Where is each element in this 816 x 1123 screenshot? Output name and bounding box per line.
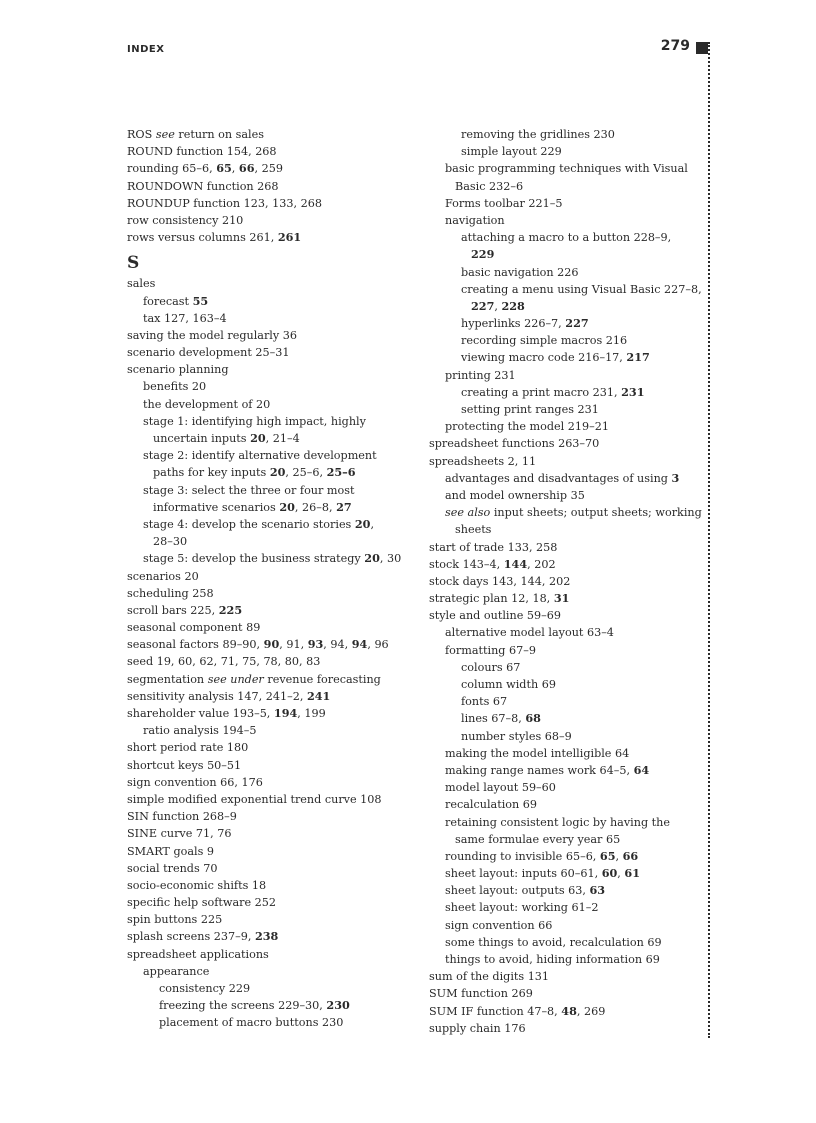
index-entry: freezing the screens 229–30, 230 [159,998,350,1013]
index-entry: formatting 67–9 [445,643,536,657]
index-entry: SIN function 268–9 [127,810,237,824]
section-letter-heading: S [127,253,140,274]
index-entry: 28–30 [153,535,188,549]
index-entry: rounding 65–6, 65, 66, 259 [127,161,283,176]
index-entry: number styles 68–9 [461,729,572,743]
index-entry: ROUNDOWN function 268 [127,179,279,193]
index-entry: scheduling 258 [127,586,214,600]
index-entry: making range names work 64–5, 64 [445,762,650,777]
index-entry: segmentation see under revenue forecasting [127,672,381,686]
index-entry: sign convention 66, 176 [127,775,263,789]
index-entry: stage 5: develop the business strategy 20, 30 [143,551,402,566]
index-entry: start of trade 133, 258 [429,540,558,554]
index-entry: setting print ranges 231 [461,403,599,416]
index-entry: attaching a macro to a button 228–9, [461,231,672,245]
index-entry: shortcut keys 50–51 [127,758,242,772]
index-entry: tax 127, 163–4 [143,311,227,325]
index-entry: recalculation 69 [445,798,538,812]
index-entry: social trends 70 [127,861,218,875]
index-entry: spreadsheet applications [127,947,269,961]
index-entry: see also input sheets; output sheets; working [445,506,702,520]
index-entry: benefits 20 [143,380,207,394]
index-entry: saving the model regularly 36 [127,328,297,342]
index-entry: sum of the digits 131 [429,970,550,984]
index-column-right [429,126,702,1037]
thumb-index-marker [696,42,708,54]
index-entry: stage 3: select the three or four most [143,483,355,497]
index-entry: sheet layout: inputs 60–61, 60, 61 [445,866,640,881]
index-entry: model layout 59–60 [445,781,556,795]
index-entry: Forms toolbar 221–5 [445,196,563,210]
index-entry: alternative model layout 63–4 [445,626,614,640]
index-entry: appearance [143,964,210,978]
index-entry: printing 231 [445,368,516,382]
index-entry: strategic plan 12, 18, 31 [429,591,570,606]
index-entry: SUM IF function 47–8, 48, 269 [429,1003,606,1018]
index-entry: stage 4: develop the scenario stories 20, [143,516,374,531]
index-entry: advantages and disadvantages of using 3 [445,470,680,485]
index-entry: viewing macro code 216–17, 217 [461,350,650,365]
index-entry: SINE curve 71, 76 [127,827,232,841]
index-entry: seasonal factors 89–90, 90, 91, 93, 94, 94, 96 [127,637,389,652]
index-entry: rows versus columns 261, 261 [127,230,302,245]
index-entry: hyperlinks 226–7, 227 [461,316,589,331]
index-entry: stage 2: identify alternative development [143,449,377,463]
index-entry: some things to avoid, recalculation 69 [445,935,662,949]
index-entry: the development of 20 [143,397,271,411]
index-entry: creating a menu using Visual Basic 227–8, [461,282,702,296]
index-column-left [127,126,402,1032]
index-entry: SUM function 269 [429,987,533,1001]
index-entry: removing the gridlines 230 [461,128,615,141]
index-entry: ROUNDUP function 123, 133, 268 [127,196,322,210]
index-entry: recording simple macros 216 [461,334,628,348]
index-entry: spin buttons 225 [127,913,223,927]
index-entry: making the model intelligible 64 [445,746,630,760]
index-entry: style and outline 59–69 [429,609,561,623]
index-entry: retaining consistent logic by having the [445,815,670,829]
index-entry: stage 1: identifying high impact, highly [143,414,366,428]
index-entry: navigation [445,213,505,227]
index-entry: sales [127,277,156,291]
index-entry: basic navigation 226 [461,265,579,279]
index-entry: seed 19, 60, 62, 71, 75, 78, 80, 83 [127,655,321,669]
index-entry: column width 69 [461,678,556,691]
index-entry: stock 143–4, 144, 202 [429,556,556,571]
index-entry: 229 [471,247,495,262]
index-entry: spreadsheets 2, 11 [429,454,537,468]
index-entry: simple layout 229 [461,145,562,159]
index-entry: supply chain 176 [429,1021,526,1035]
index-entry: forecast 55 [143,293,209,308]
index-entry: short period rate 180 [127,741,249,755]
index-entry: seasonal component 89 [127,621,261,635]
index-entry: SMART goals 9 [127,844,215,858]
index-entry: scroll bars 225, 225 [127,602,243,617]
running-head: INDEX [127,44,165,55]
index-entry: shareholder value 193–5, 194, 199 [127,706,326,720]
index-entry: Basic 232–6 [455,179,524,193]
index-entry: socio-economic shifts 18 [127,878,267,892]
index-entry: sign convention 66 [445,918,553,932]
index-entry: sensitivity analysis 147, 241–2, 241 [127,688,331,703]
index-entry: sheets [455,523,492,537]
page-number: 279 [660,38,690,54]
index-entry: ratio analysis 194–5 [143,724,257,738]
index-entry: placement of macro buttons 230 [159,1016,344,1030]
index-entry: creating a print macro 231, 231 [461,384,645,399]
index-entry: fonts 67 [461,695,508,709]
page-edge-rule [708,42,710,1038]
index-entry: 227, 228 [471,298,525,313]
index-entry: row consistency 210 [127,213,244,227]
index-entry: basic programming techniques with Visual [445,162,688,176]
index-entry: sheet layout: outputs 63, 63 [445,883,606,898]
index-entry: rounding to invisible 65–6, 65, 66 [445,848,639,863]
index-entry: scenarios 20 [127,569,199,583]
index-entry: specific help software 252 [127,896,277,910]
index-entry: same formulae every year 65 [455,832,621,846]
index-entry: sheet layout: working 61–2 [445,901,599,915]
index-entry: informative scenarios 20, 26–8, 27 [153,499,352,514]
index-entry: colours 67 [461,660,521,674]
index-entry: splash screens 237–9, 238 [127,929,279,944]
index-entry: things to avoid, hiding information 69 [445,953,660,966]
index-entry: lines 67–8, 68 [461,711,541,726]
index-entry: ROUND function 154, 268 [127,145,277,159]
index-entry: simple modified exponential trend curve 108 [127,792,382,806]
index-entry: scenario development 25–31 [127,346,290,360]
index-entry: stock days 143, 144, 202 [429,574,571,588]
index-entry: spreadsheet functions 263–70 [429,437,600,451]
index-entry: scenario planning [127,363,229,377]
index-entry: consistency 229 [159,982,251,995]
index-entry: protecting the model 219–21 [445,420,609,434]
index-entry: and model ownership 35 [445,488,585,502]
index-entry: paths for key inputs 20, 25–6, 25–6 [153,465,356,480]
index-entry: ROS see return on sales [127,128,264,141]
index-entry: uncertain inputs 20, 21–4 [153,431,300,445]
